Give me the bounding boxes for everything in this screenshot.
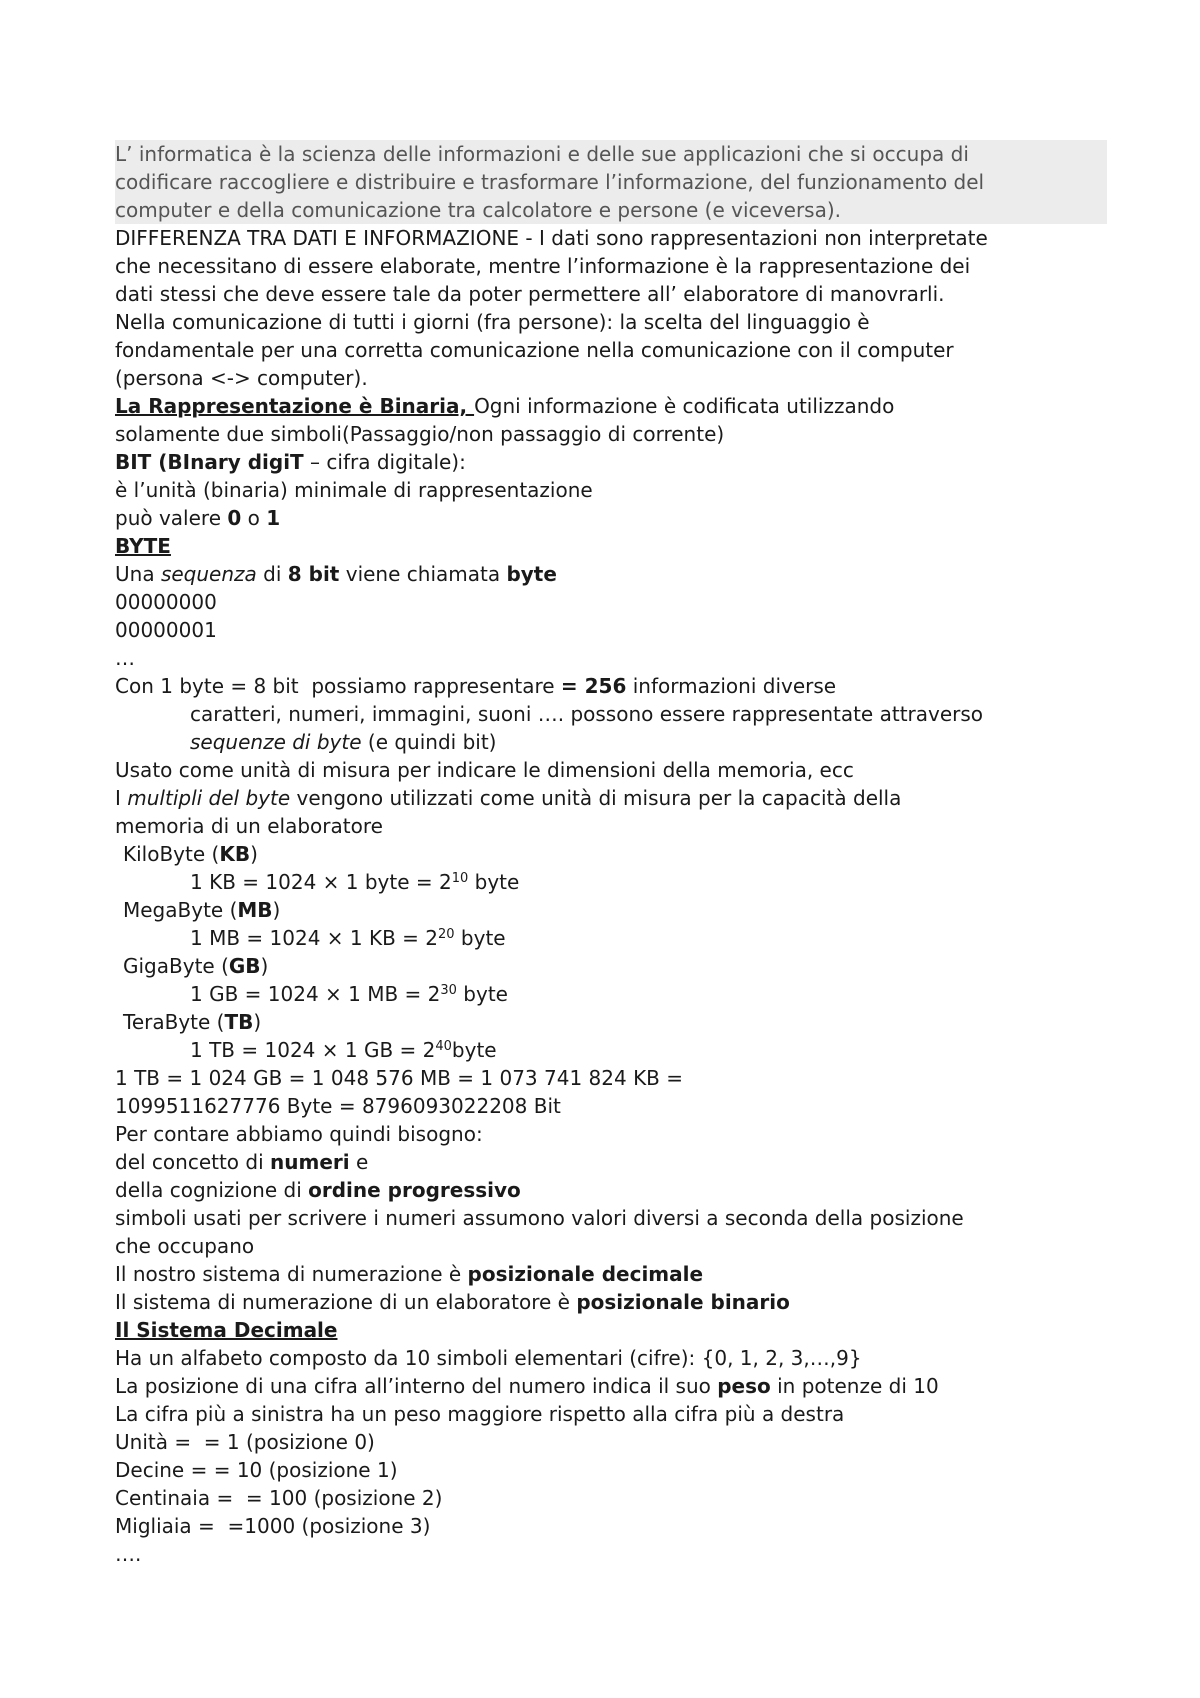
differenza-line-3: dati stessi che deve essere tale da poter permettere all’ elaboratore di manovrarli. xyxy=(115,282,945,306)
unit-paren: ) xyxy=(250,842,258,866)
byte-caratteri-2 xyxy=(115,728,1115,756)
binaria-heading: La Rappresentazione è Binaria, xyxy=(115,394,475,418)
bit-line-1: è l’unità (binaria) minimale di rappresentazione xyxy=(115,478,593,502)
contare-line-6 xyxy=(115,1260,1115,1288)
tb-line-1: 1 TB = 1 024 GB = 1 048 576 MB = 1 073 741 824 KB = xyxy=(115,1066,684,1090)
unit-tb-eq xyxy=(115,1036,1115,1064)
decimale-decine: Decine = = 10 (posizione 1) xyxy=(115,1458,398,1482)
unit-mb-name xyxy=(115,896,1115,924)
unit-exp: 30 xyxy=(440,983,457,998)
byte-256: = 256 xyxy=(560,674,627,698)
byte-text: Con 1 byte = 8 bit possiamo rappresentare xyxy=(115,674,561,698)
unit-kb-eq xyxy=(115,868,1115,896)
unit-eq: 1 GB = 1024 × 1 MB = 2 xyxy=(190,982,441,1006)
contare-numeri: numeri xyxy=(270,1150,350,1174)
differenza-line-2: che necessitano di essere elaborate, mentre l’informazione è la rappresentazione dei xyxy=(115,254,971,278)
byte-heading: BYTE xyxy=(115,534,171,558)
unit-name: GigaByte ( xyxy=(123,954,229,978)
decimale-migliaia: Migliaia = =1000 (posizione 3) xyxy=(115,1514,431,1538)
contare-line-2 xyxy=(115,1148,1115,1176)
decimale-peso: peso xyxy=(717,1374,771,1398)
byte-text: I xyxy=(115,786,128,810)
decimale-line-1: Ha un alfabeto composto da 10 simboli elementari (cifre): {0, 1, 2, 3,…,9} xyxy=(115,1346,862,1370)
binaria-line-2: solamente due simboli(Passaggio/non passaggio di corrente) xyxy=(115,422,725,446)
contare-ordine: ordine progressivo xyxy=(308,1178,521,1202)
byte-caratteri-1: caratteri, numeri, immagini, suoni …. possono essere rappresentate attraverso xyxy=(190,702,984,726)
unit-name: MegaByte ( xyxy=(123,898,238,922)
unit-abbr: MB xyxy=(237,898,273,922)
unit-eq: 1 MB = 1024 × 1 KB = 2 xyxy=(190,926,439,950)
unit-paren: ) xyxy=(260,954,269,978)
byte-sequenze: sequenze di byte xyxy=(190,730,362,754)
unit-eq: 1 KB = 1024 × 1 byte = 2 xyxy=(190,870,452,894)
contare-text: della cognizione di xyxy=(115,1178,309,1202)
byte-text: (e quindi bit) xyxy=(361,730,497,754)
unit-gb-eq xyxy=(115,980,1115,1008)
intro-line-2: codificare raccogliere e distribuire e trasformare l’informazione, del funzionamento del xyxy=(115,168,1107,196)
tb-line-2: 1099511627776 Byte = 8796093022208 Bit xyxy=(115,1094,561,1118)
comunicazione-line-2: fondamentale per una corretta comunicazione nella comunicazione con il computer xyxy=(115,338,954,362)
decimale-text: in potenze di 10 xyxy=(770,1374,939,1398)
byte-sequence: sequenza xyxy=(160,562,257,586)
decimale-line-3: La cifra più a sinistra ha un peso maggiore rispetto alla cifra più a destra xyxy=(115,1402,845,1426)
bit-heading-rest: – cifra digitale): xyxy=(303,450,466,474)
byte-seq-1: 00000000 xyxy=(115,590,217,614)
byte-multipli-1 xyxy=(115,784,1115,812)
decimale-text: La posizione di una cifra all’interno del numero indica il suo xyxy=(115,1374,718,1398)
byte-text: Una xyxy=(115,562,161,586)
unit-abbr: KB xyxy=(219,842,251,866)
unit-kb-name xyxy=(115,840,1115,868)
unit-abbr: GB xyxy=(228,954,261,978)
bit-line-2 xyxy=(115,504,1115,532)
unit-exp: 20 xyxy=(438,927,455,942)
byte-usato: Usato come unità di misura per indicare le dimensioni della memoria, ecc xyxy=(115,758,854,782)
contare-binario: posizionale binario xyxy=(576,1290,790,1314)
unit-paren: ) xyxy=(253,1010,262,1034)
byte-text: viene chiamata xyxy=(339,562,507,586)
bit-text-or: o xyxy=(241,506,267,530)
byte-text: vengono utilizzati come unità di misura per la capacità della xyxy=(290,786,902,810)
byte-text: di xyxy=(256,562,288,586)
byte-term: byte xyxy=(506,562,557,586)
contare-line-1: Per contare abbiamo quindi bisogno: xyxy=(115,1122,483,1146)
unit-gb-name xyxy=(115,952,1115,980)
unit-tail: byte xyxy=(451,1038,497,1062)
byte-multipli-2: memoria di un elaboratore xyxy=(115,814,383,838)
differenza-line-1: DIFFERENZA TRA DATI E INFORMAZIONE - I dati sono rappresentazioni non interpretate xyxy=(115,226,988,250)
contare-line-7 xyxy=(115,1288,1115,1316)
bit-text: può valere xyxy=(115,506,228,530)
decimale-heading: Il Sistema Decimale xyxy=(115,1318,338,1342)
comunicazione-line-3: (persona <-> computer). xyxy=(115,366,368,390)
byte-seq-2: 00000001 xyxy=(115,618,217,642)
unit-name: KiloByte ( xyxy=(123,842,220,866)
contare-text: Il sistema di numerazione di un elaboratore è xyxy=(115,1290,577,1314)
bit-heading-line xyxy=(115,448,1115,476)
bit-one: 1 xyxy=(266,506,281,530)
byte-dots: … xyxy=(115,646,135,670)
intro-line-1: L’ informatica è la scienza delle informazioni e delle sue applicazioni che si occupa di xyxy=(115,140,1107,168)
byte-multipli: multipli del byte xyxy=(127,786,291,810)
unit-paren: ) xyxy=(272,898,281,922)
unit-tail: byte xyxy=(468,870,520,894)
byte-8bit: 8 bit xyxy=(287,562,340,586)
contare-decimale: posizionale decimale xyxy=(467,1262,704,1286)
intro-line-3: computer e della comunicazione tra calcolatore e persone (e viceversa). xyxy=(115,196,1107,224)
byte-con-line xyxy=(115,672,1115,700)
decimale-dots: …. xyxy=(115,1542,142,1566)
bit-heading: BIT (BInary digiT xyxy=(115,450,304,474)
decimale-unita: Unità = = 1 (posizione 0) xyxy=(115,1430,375,1454)
unit-eq: 1 TB = 1024 × 1 GB = 2 xyxy=(190,1038,436,1062)
contare-text: Il nostro sistema di numerazione è xyxy=(115,1262,468,1286)
unit-exp: 10 xyxy=(451,871,469,886)
binaria-line-1 xyxy=(115,392,1115,420)
decimale-centinaia: Centinaia = = 100 (posizione 2) xyxy=(115,1486,443,1510)
unit-tail: byte xyxy=(456,982,508,1006)
contare-line-4: simboli usati per scrivere i numeri assumono valori diversi a seconda della posizione xyxy=(115,1206,964,1230)
unit-name: TeraByte ( xyxy=(123,1010,225,1034)
document-body xyxy=(115,140,1115,1568)
byte-text: informazioni diverse xyxy=(626,674,837,698)
unit-exp: 40 xyxy=(435,1039,452,1054)
bit-zero: 0 xyxy=(227,506,242,530)
unit-tail: byte xyxy=(454,926,506,950)
contare-text: e xyxy=(349,1150,369,1174)
comunicazione-line-1: Nella comunicazione di tutti i giorni (fra persone): la scelta del linguaggio è xyxy=(115,310,870,334)
binaria-text: Ogni informazione è codificata utilizzando xyxy=(474,394,895,418)
contare-line-3 xyxy=(115,1176,1115,1204)
unit-tb-name xyxy=(115,1008,1115,1036)
decimale-line-2 xyxy=(115,1372,1115,1400)
unit-mb-eq xyxy=(115,924,1115,952)
contare-text: del concetto di xyxy=(115,1150,271,1174)
byte-line-1 xyxy=(115,560,1115,588)
unit-abbr: TB xyxy=(224,1010,254,1034)
contare-line-5: che occupano xyxy=(115,1234,255,1258)
